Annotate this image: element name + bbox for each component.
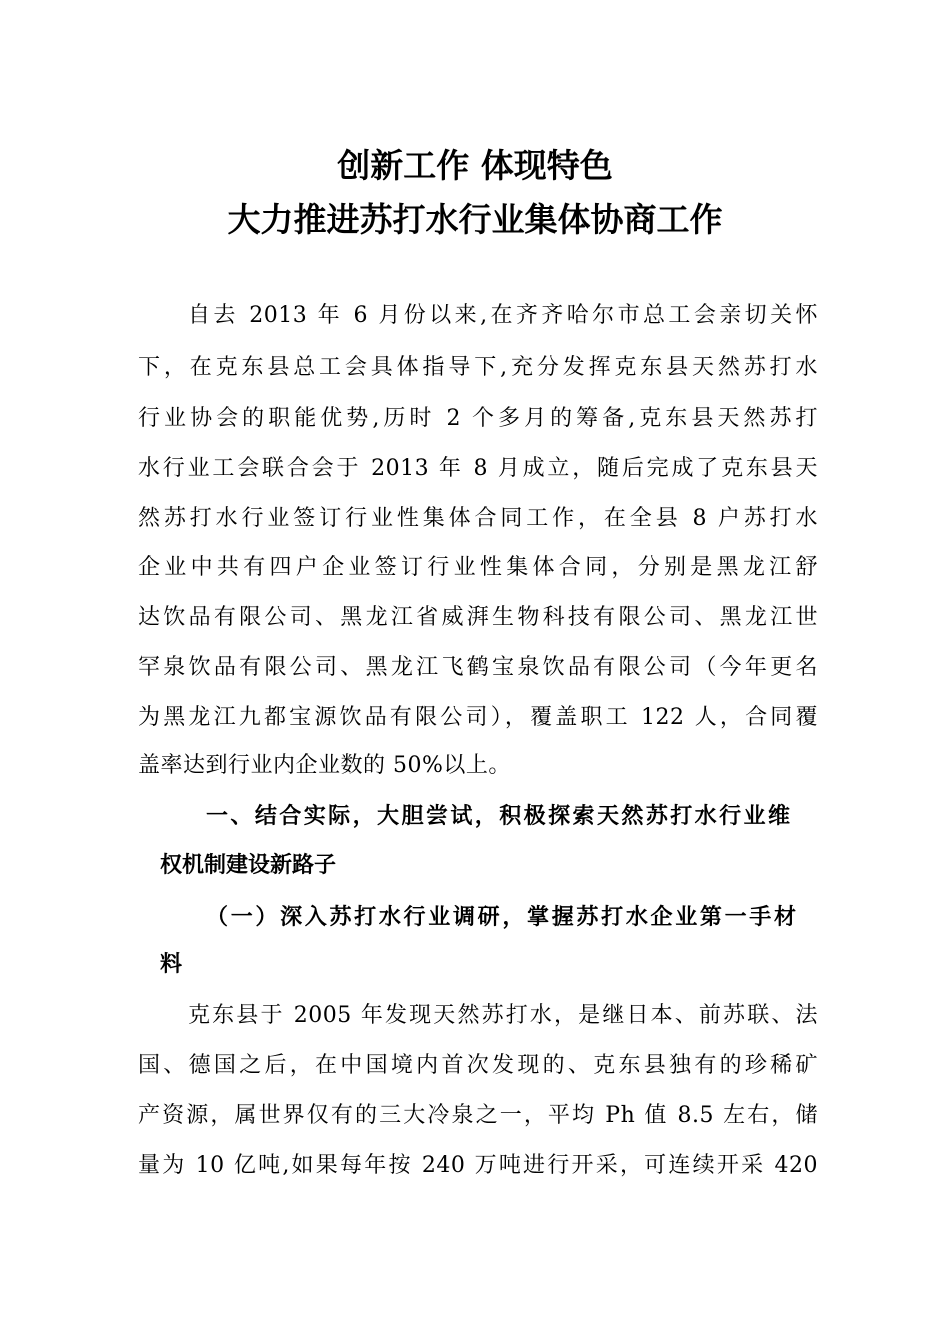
- section-heading-line: 一、结合实际，大胆尝试，积极探索天然苏打水行业维: [206, 804, 790, 829]
- document-title-line-1: 创新工作 体现特色: [337, 146, 613, 185]
- paragraph-line: 然苏打水行业签订行业性集体合同工作，在全县 8 户苏打水: [138, 506, 818, 531]
- paragraph-line: 盖率达到行业内企业数的 50%以上。: [138, 753, 511, 778]
- paragraph-line: 罕泉饮品有限公司、黑龙江飞鹤宝泉饮品有限公司（今年更名: [138, 655, 818, 680]
- document-title-line-2: 大力推进苏打水行业集体协商工作: [227, 200, 723, 239]
- paragraph-line: 量为 10 亿吨,如果每年按 240 万吨进行开采，可连续开采 420: [138, 1153, 818, 1178]
- section-heading-line: 权机制建设新路子: [160, 853, 337, 878]
- paragraph-line: 下，在克东县总工会具体指导下,充分发挥克东县天然苏打水: [138, 355, 818, 380]
- paragraph-line: 自去 2013 年 6 月份以来,在齐齐哈尔市总工会亲切关怀: [188, 303, 818, 328]
- paragraph-line: 达饮品有限公司、黑龙江省威湃生物科技有限公司、黑龙江世: [138, 605, 818, 630]
- paragraph-line: 克东县于 2005 年发现天然苏打水，是继日本、前苏联、法: [188, 1003, 818, 1028]
- paragraph-line: 行业协会的职能优势,历时 2 个多月的筹备,克东县天然苏打: [138, 406, 818, 431]
- paragraph-line: 产资源，属世界仅有的三大冷泉之一，平均 Ph 值 8.5 左右，储: [138, 1103, 818, 1128]
- paragraph-line: 企业中共有四户企业签订行业性集体合同，分别是黑龙江舒: [138, 555, 818, 580]
- paragraph-line: 为黑龙江九都宝源饮品有限公司），覆盖职工 122 人，合同覆: [138, 705, 818, 730]
- paragraph-line: 水行业工会联合会于 2013 年 8 月成立，随后完成了克东县天: [138, 456, 818, 481]
- paragraph-line: 国、德国之后，在中国境内首次发现的、克东县独有的珍稀矿: [138, 1053, 818, 1078]
- subsection-heading-line: 料: [160, 952, 183, 977]
- subsection-heading-line: （一）深入苏打水行业调研，掌握苏打水企业第一手材: [206, 905, 796, 930]
